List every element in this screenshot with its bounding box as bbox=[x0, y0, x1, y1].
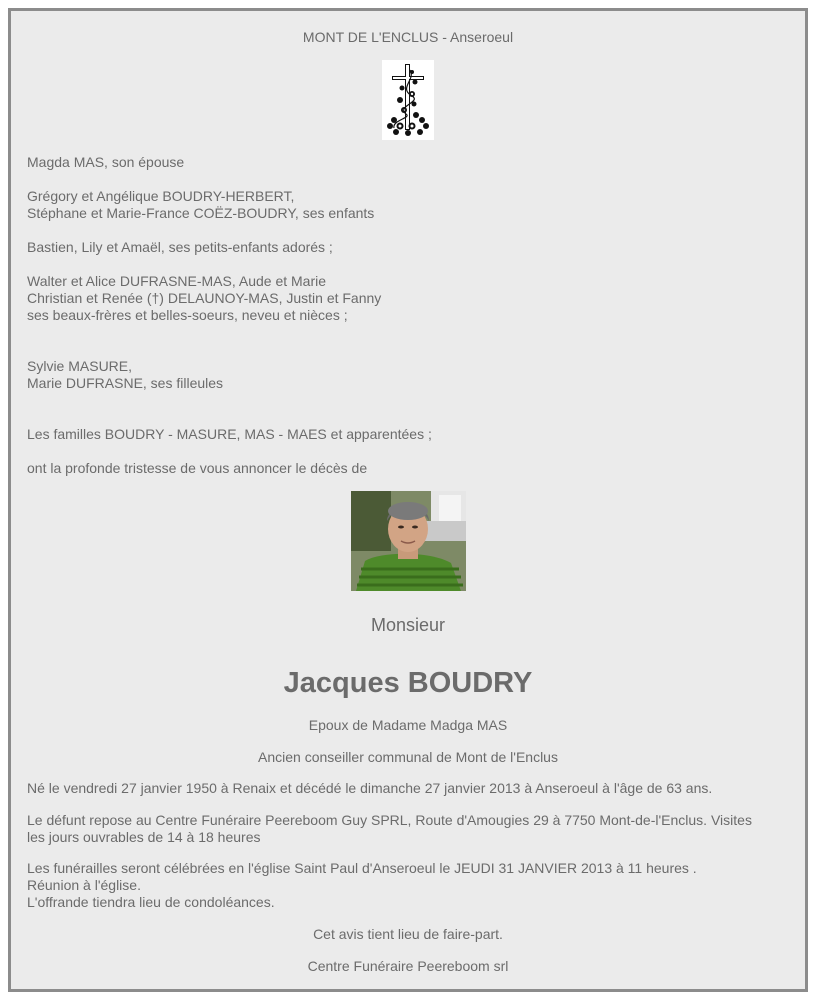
deceased-name: Jacques BOUDRY bbox=[283, 667, 533, 699]
birth-death-block bbox=[27, 780, 789, 797]
portrait-photo bbox=[351, 491, 466, 591]
funeral-home-text: Centre Funéraire Peereboom srl bbox=[307, 958, 509, 974]
visit-text: les jours ouvrables de 14 à 18 heures bbox=[27, 829, 261, 845]
families-line: Les familles BOUDRY - MASURE, MAS - MAES et apparentées ; bbox=[27, 426, 432, 442]
funeral-text: Réunion à l'église. bbox=[27, 877, 141, 893]
deceased-title: Monsieur bbox=[370, 615, 446, 635]
family-block bbox=[27, 154, 789, 171]
spouse-of-line bbox=[27, 717, 789, 734]
notice-line bbox=[27, 926, 789, 943]
spouse-line: Magda MAS, son épouse bbox=[27, 154, 185, 170]
announcement-block bbox=[27, 460, 789, 477]
funeral-block bbox=[27, 860, 789, 911]
funeral-text: L'offrande tiendra lieu de condoléances. bbox=[27, 894, 275, 910]
location-header: MONT DE L'ENCLUS - Anseroeul bbox=[302, 29, 514, 45]
funeral-home-line bbox=[27, 958, 789, 975]
inlaws-line: Walter et Alice DUFRASNE-MAS, Aude et Marie bbox=[27, 273, 327, 289]
visit-block bbox=[27, 812, 789, 846]
children-block bbox=[27, 188, 789, 222]
visit-text: Le défunt repose au Centre Funéraire Peereboom Guy SPRL, Route d'Amougies 29 à 7750 Mont-de-l'Enclus. Visites bbox=[27, 812, 752, 828]
spouse-of-text: Epoux de Madame Madga MAS bbox=[308, 717, 508, 733]
godchildren-line: Sylvie MASURE, bbox=[27, 358, 133, 374]
announcement-line: ont la profonde tristesse de vous annoncer le décès de bbox=[27, 460, 368, 476]
cross-with-flowers-icon bbox=[382, 60, 434, 140]
obituary-card bbox=[8, 8, 808, 992]
children-line: Stéphane et Marie-France COËZ-BOUDRY, ses enfants bbox=[27, 205, 375, 221]
role-line bbox=[27, 749, 789, 766]
inlaws-block bbox=[27, 273, 789, 324]
funeral-text: Les funérailles seront célébrées en l'église Saint Paul d'Anseroeul le JEUDI 31 JANVIER 2013 à 11 heures . bbox=[27, 860, 697, 876]
role-text: Ancien conseiller communal de Mont de l'Enclus bbox=[258, 749, 558, 765]
grandchildren-line: Bastien, Lily et Amaël, ses petits-enfants adorés ; bbox=[27, 239, 333, 255]
godchildren-block bbox=[27, 358, 789, 392]
birth-death-text: Né le vendredi 27 janvier 1950 à Renaix et décédé le dimanche 27 janvier 2013 à Anseroeul à l'âge de 63 ans. bbox=[27, 780, 713, 796]
notice-text: Cet avis tient lieu de faire-part. bbox=[313, 926, 503, 942]
godchildren-line: Marie DUFRASNE, ses filleules bbox=[27, 375, 224, 391]
families-block bbox=[27, 426, 789, 443]
children-line: Grégory et Angélique BOUDRY-HERBERT, bbox=[27, 188, 295, 204]
grandchildren-block bbox=[27, 239, 789, 256]
inlaws-line: ses beaux-frères et belles-soeurs, neveu et nièces ; bbox=[27, 307, 348, 323]
inlaws-line: Christian et Renée (†) DELAUNOY-MAS, Justin et Fanny bbox=[27, 290, 382, 306]
